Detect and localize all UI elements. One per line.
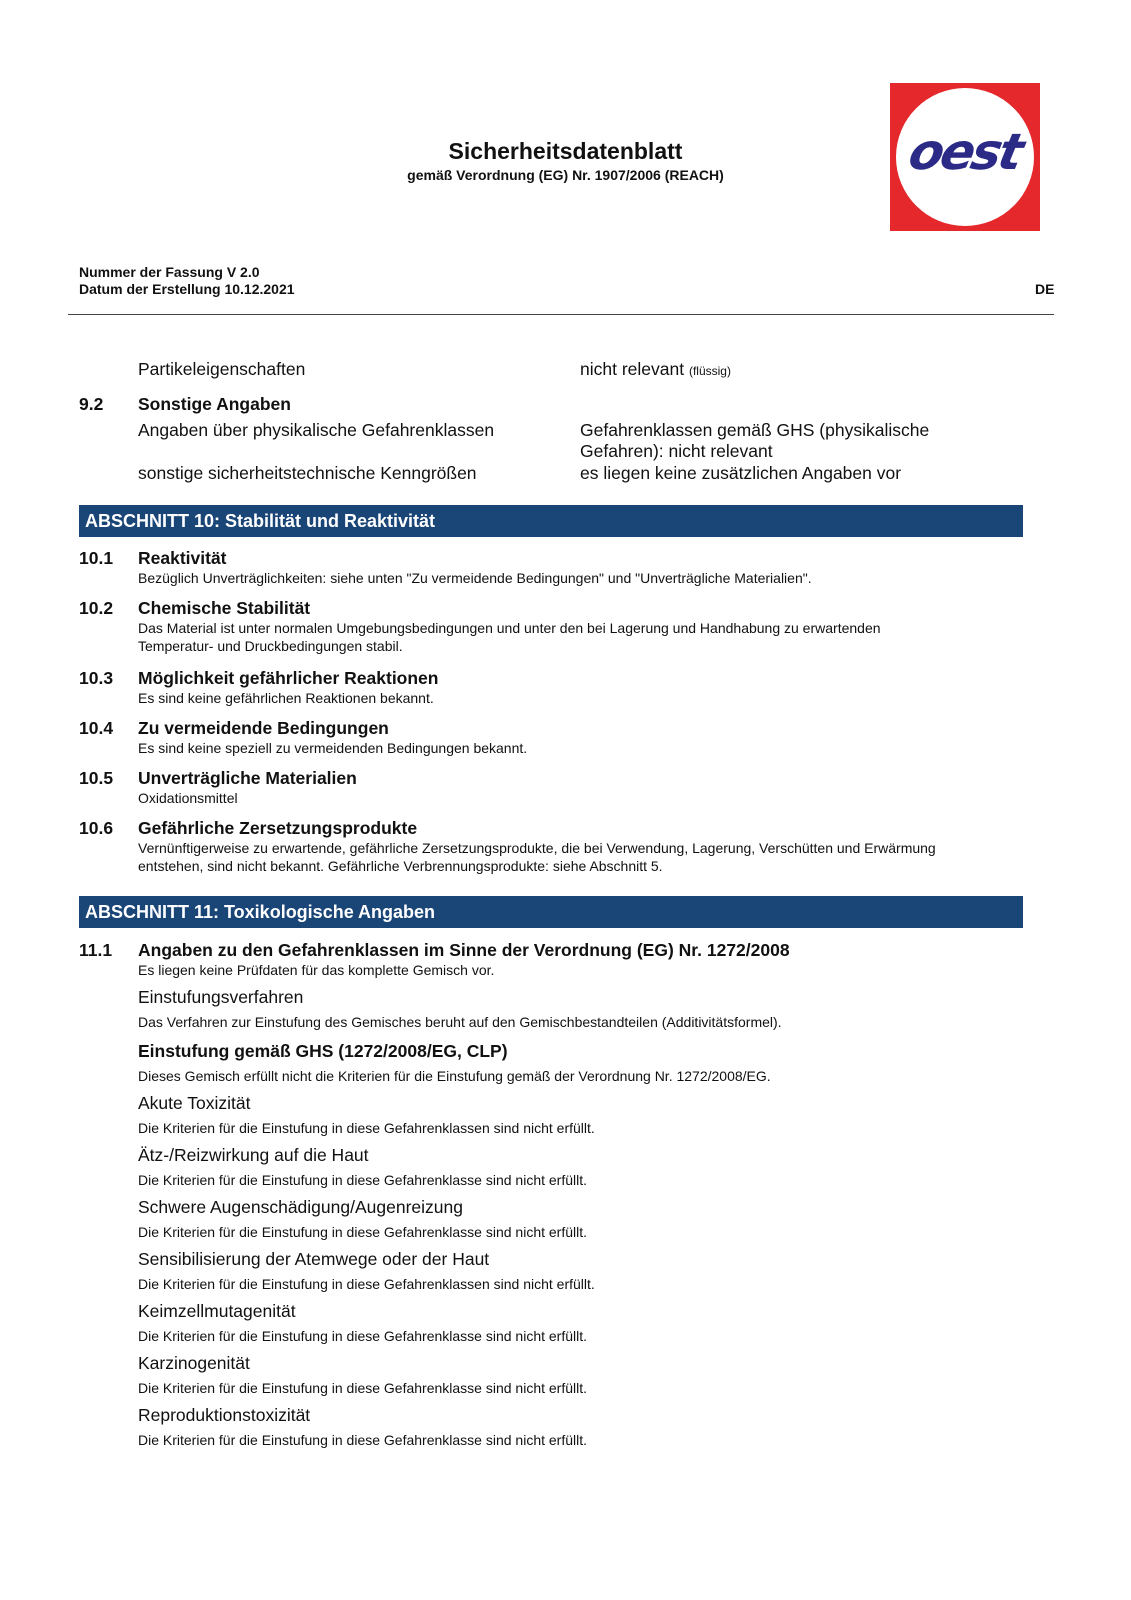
item-10-1-title: Reaktivität bbox=[138, 548, 227, 568]
creation-date: Datum der Erstellung 10.12.2021 bbox=[79, 281, 295, 297]
language-code: DE bbox=[1035, 281, 1055, 297]
item-10-3-title: Möglichkeit gefährlicher Reaktionen bbox=[138, 668, 439, 688]
item-10-5-title: Unverträgliche Materialien bbox=[138, 768, 357, 788]
item-10-4-title: Zu vermeidende Bedingungen bbox=[138, 718, 389, 738]
item-10-6-text-line1: Vernünftigerweise zu erwartende, gefährliche Zersetzungsprodukte, die bei Verwendung, Lagerung, Verschütten und Erwärmung bbox=[138, 840, 936, 856]
particle-value-text: nicht relevant bbox=[580, 359, 685, 379]
germ-cell-mutagenicity-text: Die Kriterien für die Einstufung in diese Gefahrenklasse sind nicht erfüllt. bbox=[138, 1328, 588, 1344]
version-number: Nummer der Fassung V 2.0 bbox=[79, 264, 260, 280]
skin-corrosion-text: Die Kriterien für die Einstufung in diese Gefahrenklasse sind nicht erfüllt. bbox=[138, 1172, 588, 1188]
item-11-1-title: Angaben zu den Gefahrenklassen im Sinne der Verordnung (EG) Nr. 1272/2008 bbox=[138, 940, 790, 960]
carcinogenicity-title: Karzinogenität bbox=[138, 1353, 250, 1373]
item-10-6-text-line2: entstehen, sind nicht bekannt. Gefährliche Verbrennungsprodukte: siehe Abschnitt 5. bbox=[138, 858, 663, 874]
eye-damage-text: Die Kriterien für die Einstufung in diese Gefahrenklasse sind nicht erfüllt. bbox=[138, 1224, 588, 1240]
item-10-5-text: Oxidationsmittel bbox=[138, 790, 238, 806]
section-9-2-title: Sonstige Angaben bbox=[138, 394, 291, 414]
item-10-4-number: 10.4 bbox=[79, 718, 114, 738]
acute-toxicity-text: Die Kriterien für die Einstufung in diese Gefahrenklassen sind nicht erfüllt. bbox=[138, 1120, 595, 1136]
section-10-heading: ABSCHNITT 10: Stabilität und Reaktivität bbox=[79, 505, 1023, 537]
sensitisation-text: Die Kriterien für die Einstufung in diese Gefahrenklassen sind nicht erfüllt. bbox=[138, 1276, 595, 1292]
sensitisation-title: Sensibilisierung der Atemwege oder der Haut bbox=[138, 1249, 490, 1269]
germ-cell-mutagenicity-title: Keimzellmutagenität bbox=[138, 1301, 296, 1321]
item-10-6-title: Gefährliche Zersetzungsprodukte bbox=[138, 818, 418, 838]
section-9-2-number: 9.2 bbox=[79, 394, 104, 414]
skin-corrosion-title: Ätz-/Reizwirkung auf die Haut bbox=[138, 1145, 369, 1165]
item-10-1-number: 10.1 bbox=[79, 548, 114, 568]
item-10-1-text: Bezüglich Unverträglichkeiten: siehe unten "Zu vermeidende Bedingungen" und "Unverträgliche Materialien". bbox=[138, 570, 812, 586]
item-10-6-number: 10.6 bbox=[79, 818, 114, 838]
particle-properties-label: Partikeleigenschaften bbox=[138, 359, 306, 379]
document-title: Sicherheitsdatenblatt bbox=[448, 138, 683, 164]
section-11-heading: ABSCHNITT 11: Toxikologische Angaben bbox=[79, 896, 1023, 928]
reproductive-toxicity-title: Reproduktionstoxizität bbox=[138, 1405, 311, 1425]
ghs-classification-title: Einstufung gemäß GHS (1272/2008/EG, CLP) bbox=[138, 1041, 508, 1061]
physical-hazard-label: Angaben über physikalische Gefahrenklassen bbox=[138, 420, 495, 440]
acute-toxicity-title: Akute Toxizität bbox=[138, 1093, 251, 1113]
carcinogenicity-text: Die Kriterien für die Einstufung in diese Gefahrenklasse sind nicht erfüllt. bbox=[138, 1380, 588, 1396]
item-10-2-number: 10.2 bbox=[79, 598, 114, 618]
other-safety-value: es liegen keine zusätzlichen Angaben vor bbox=[580, 463, 902, 483]
item-10-2-text-line2: Temperatur- und Druckbedingungen stabil. bbox=[138, 638, 403, 654]
particle-value-note: (flüssig) bbox=[688, 364, 731, 378]
reproductive-toxicity-text: Die Kriterien für die Einstufung in diese Gefahrenklasse sind nicht erfüllt. bbox=[138, 1432, 588, 1448]
particle-properties-value bbox=[580, 359, 731, 380]
item-10-4-text: Es sind keine speziell zu vermeidenden Bedingungen bekannt. bbox=[138, 740, 528, 756]
physical-hazard-value-line2: Gefahren): nicht relevant bbox=[580, 441, 773, 461]
document-subtitle: gemäß Verordnung (EG) Nr. 1907/2006 (REACH) bbox=[407, 167, 724, 183]
item-11-1-number: 11.1 bbox=[79, 940, 113, 960]
company-logo bbox=[890, 83, 1040, 231]
eye-damage-title: Schwere Augenschädigung/Augenreizung bbox=[138, 1197, 463, 1217]
ghs-classification-text: Dieses Gemisch erfüllt nicht die Kriterien für die Einstufung gemäß der Verordnung Nr. 1272/2008/EG. bbox=[138, 1068, 771, 1084]
item-11-1-text: Es liegen keine Prüfdaten für das komplette Gemisch vor. bbox=[138, 962, 495, 978]
other-safety-label: sonstige sicherheitstechnische Kenngrößen bbox=[138, 463, 477, 483]
header-divider bbox=[68, 314, 1054, 315]
item-10-2-title: Chemische Stabilität bbox=[138, 598, 311, 618]
item-10-5-number: 10.5 bbox=[79, 768, 114, 788]
item-10-3-text: Es sind keine gefährlichen Reaktionen bekannt. bbox=[138, 690, 434, 706]
classification-procedure-text: Das Verfahren zur Einstufung des Gemisches beruht auf den Gemischbestandteilen (Additivitätsformel). bbox=[138, 1014, 782, 1030]
item-10-2-text-line1: Das Material ist unter normalen Umgebungsbedingungen und unter den bei Lagerung und Handhabung zu erwartenden bbox=[138, 620, 881, 636]
logo-wordmark: oest bbox=[903, 123, 1027, 181]
physical-hazard-value-line1: Gefahrenklassen gemäß GHS (physikalische bbox=[580, 420, 930, 440]
classification-procedure-title: Einstufungsverfahren bbox=[138, 987, 304, 1007]
item-10-3-number: 10.3 bbox=[79, 668, 114, 688]
